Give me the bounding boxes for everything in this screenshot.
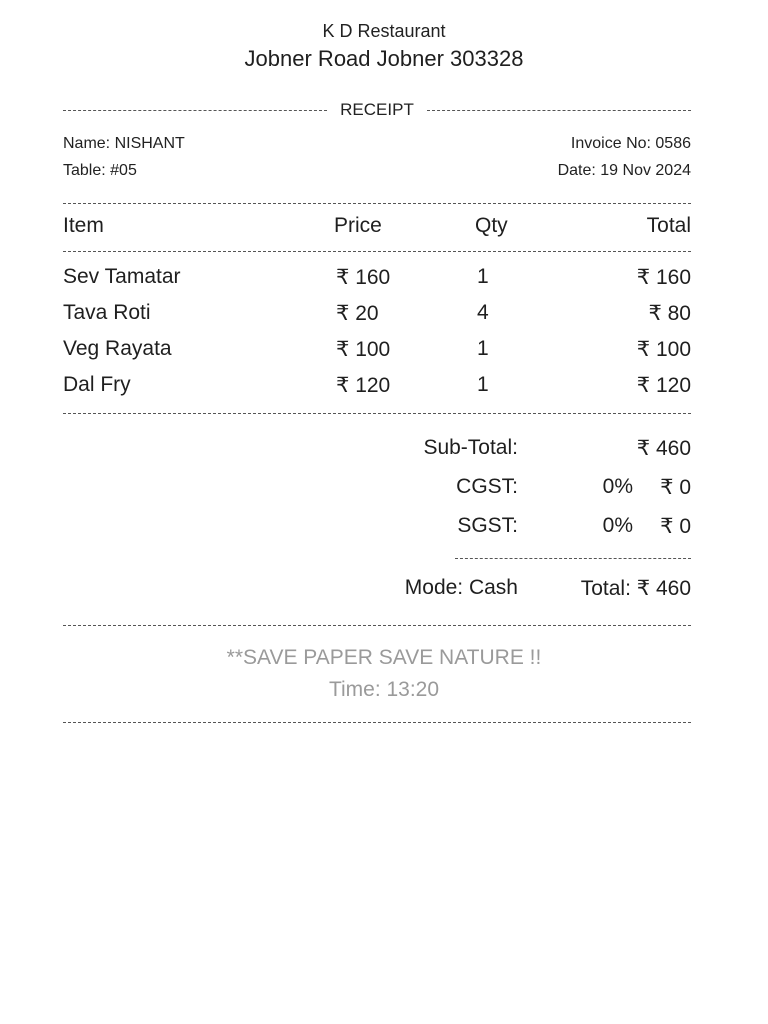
item-price: ₹ 160 [336,266,391,289]
cgst-rate: 0% [602,475,633,498]
item-name: Tava Roti [63,301,151,324]
divider [63,625,691,626]
item-qty: 1 [477,265,489,288]
subtotal-value: ₹ 460 [636,437,691,460]
customer-name: Name: NISHANT [63,135,185,152]
restaurant-name: K D Restaurant [322,21,446,41]
column-header-price: Price [334,214,382,237]
divider-right [427,110,691,111]
item-price: ₹ 20 [336,302,379,325]
sgst-label: SGST: [457,514,518,537]
column-header-total: Total [646,214,691,237]
divider [63,722,691,723]
grand-total: Total: ₹ 460 [580,577,691,600]
restaurant-address: Jobner Road Jobner 303328 [244,46,524,71]
footer-time: Time: 13:20 [328,678,440,701]
subtotal-label: Sub-Total: [423,436,518,459]
column-header-qty: Qty [475,214,508,237]
cgst-value: ₹ 0 [660,476,691,499]
item-name: Dal Fry [63,373,131,396]
item-total: ₹ 100 [636,338,691,361]
table-number: Table: #05 [63,162,137,179]
invoice-number: Invoice No: 0586 [570,135,691,152]
item-price: ₹ 100 [336,338,391,361]
sgst-rate: 0% [602,514,633,537]
item-name: Sev Tamatar [63,265,181,288]
invoice-date: Date: 19 Nov 2024 [557,162,691,179]
divider [63,251,691,252]
sgst-value: ₹ 0 [660,515,691,538]
item-price: ₹ 120 [336,374,391,397]
footer-message: **SAVE PAPER SAVE NATURE !! [226,646,542,669]
item-total: ₹ 160 [636,266,691,289]
divider [455,558,691,559]
item-name: Veg Rayata [63,337,172,360]
item-total: ₹ 120 [636,374,691,397]
cgst-label: CGST: [456,475,518,498]
divider [63,413,691,414]
item-qty: 1 [477,337,489,360]
item-qty: 1 [477,373,489,396]
column-header-item: Item [63,214,104,237]
divider [63,203,691,204]
receipt-label: RECEIPT [340,100,414,119]
payment-mode: Mode: Cash [404,576,518,599]
item-qty: 4 [477,301,489,324]
item-total: ₹ 80 [648,302,691,325]
